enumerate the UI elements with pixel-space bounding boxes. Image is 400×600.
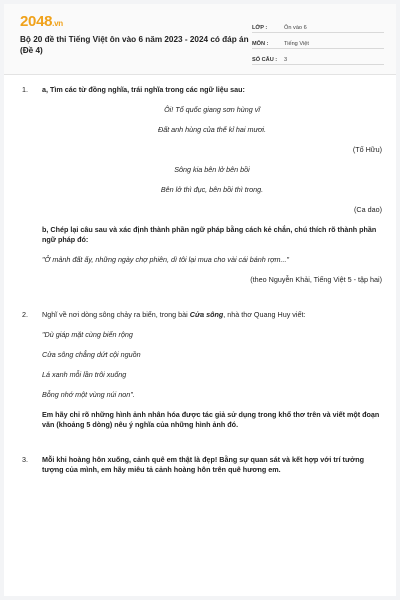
logo-suffix: .vn — [52, 19, 63, 28]
meta-label: LỚP : — [252, 25, 268, 31]
poem-line: Bỗng nhớ một vùng núi non". — [42, 390, 135, 399]
poem-line: Cửa sông chẳng dứt cội nguồn — [42, 350, 141, 359]
meta-value: Ôn vào 6 — [284, 25, 307, 31]
quote-source: (theo Nguyễn Khải, Tiếng Việt 5 - tập hai) — [250, 275, 382, 284]
poem-line: Bên lở thì đục, bên bồi thì trong. — [160, 185, 264, 194]
poem-line: Sông kia bên lở bên bồi — [174, 165, 250, 174]
logo-text: 2048 — [20, 13, 53, 30]
poem-line: Ôi! Tổ quốc giang sơn hùng vĩ — [164, 105, 260, 114]
question-number: 3. — [22, 455, 28, 464]
meta-value: 3 — [284, 57, 288, 63]
q2-intro-text: , nhà thơ Quang Huy viết: — [223, 310, 306, 319]
question-number: 2. — [22, 310, 28, 319]
poem-line: "Dù giáp mặt cùng biển rộng — [42, 330, 133, 339]
poem-source: (Tố Hữu) — [352, 145, 382, 154]
q2-intro — [42, 310, 384, 320]
meta-row-count — [252, 51, 384, 65]
exam-page — [4, 4, 396, 596]
q1-part-b: b, Chép lại câu sau và xác định thành phần ngữ pháp bằng cách kẻ chắn, chú thích rõ thành phần ngữ pháp đó: — [42, 225, 377, 244]
document-header — [4, 4, 396, 75]
poem-title: Cửa sông — [189, 310, 224, 319]
q3-task: Mỗi khi hoàng hôn xuống, cảnh quê em thật là đẹp! Bằng sự quan sát và kết hợp với trí tưởng tượng của mình, em hãy miêu tả cảnh hoàng hôn trên quê hương em. — [42, 455, 365, 474]
poem-line: Lá xanh mỗi lần trôi xuống — [42, 370, 127, 379]
poem-line: Đất anh hùng của thế kỉ hai mươi. — [158, 125, 266, 134]
meta-label: MÔN : — [252, 41, 269, 47]
exam-meta — [252, 19, 384, 67]
poem-source: (Ca dao) — [354, 205, 382, 214]
question-number: 1. — [22, 85, 28, 94]
meta-row-class — [252, 19, 384, 33]
q1-part-a: a, Tìm các từ đồng nghĩa, trái nghĩa trong các ngữ liệu sau: — [42, 85, 245, 94]
meta-row-subject — [252, 35, 384, 49]
meta-value: Tiếng Việt — [284, 41, 309, 47]
q2-intro-text: Nghĩ về nơi dòng sông chảy ra biển, trong bài — [42, 310, 190, 319]
page-title: Bộ 20 đề thi Tiếng Việt ôn vào 6 năm 2023 - 2024 có đáp án (Đề 4) — [20, 35, 249, 55]
site-logo[interactable] — [20, 13, 63, 30]
meta-label: SỐ CÂU : — [252, 57, 278, 63]
q2-task: Em hãy chỉ rõ những hình ảnh nhân hóa được tác giả sử dụng trong khổ thơ trên và viết một đoạn văn (khoảng 5 dòng) nêu ý nghĩa của những hình ảnh đó. — [42, 410, 380, 429]
quote-text: "Ở mảnh đất ấy, những ngày chợ phiên, dì tôi lại mua cho vài cái bánh rợm..." — [42, 255, 289, 264]
